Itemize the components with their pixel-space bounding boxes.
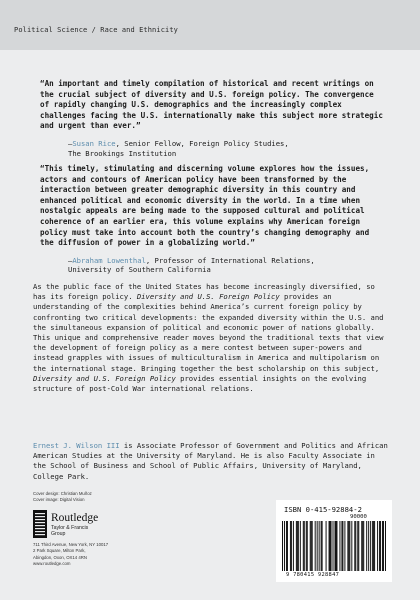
barcode-bar <box>304 521 305 571</box>
book-description <box>33 282 389 394</box>
barcode-bar <box>312 521 313 571</box>
barcode-bar <box>355 521 356 571</box>
cover-image-credit: Cover image: Digital Vision <box>33 497 85 502</box>
barcode-bar <box>363 521 364 571</box>
publisher-name: Routledge <box>51 512 99 524</box>
praise-quote-1 <box>40 79 386 158</box>
barcode-bar <box>344 521 345 571</box>
barcode-bar <box>361 521 362 571</box>
publisher-group: Taylor & Francis Group <box>51 525 89 537</box>
author-bio <box>33 441 389 482</box>
barcode-bars <box>282 521 386 571</box>
author-bio-text: is Associate Professor of Government and Politics and African American Studies at the University of Maryland. He is also Faculty Associate in the School of Business and School of Public Affairs, University of Maryland, College Park. <box>33 441 388 481</box>
quote-author-institution: The Brookings Institution <box>68 148 177 158</box>
barcode-bar <box>336 521 337 571</box>
barcode-bar <box>373 521 374 571</box>
address-line: Abingdon, Oxon, OX14 4RN <box>33 554 87 560</box>
quote-author-name: Susan Rice <box>72 138 116 148</box>
barcode-bar <box>321 521 322 571</box>
barcode-bar <box>297 521 298 571</box>
barcode-bar <box>331 521 332 571</box>
barcode-bar <box>298 521 299 571</box>
quote-author-affiliation: , Senior Fellow, Foreign Policy Studies, <box>115 138 289 148</box>
barcode-bar <box>319 521 320 571</box>
quote-text: “An important and timely compilation of historical and recent writings on the crucial subject of diversity and U.S. foreign policy. The convergence of rapidly changing U.S. demographics and the increasingly complex challenges facing the U.S. internationally make this subject more strategic and urgent than ever.” <box>40 79 383 131</box>
attribution-dash: — <box>68 255 73 265</box>
publisher-logo <box>33 510 103 538</box>
barcode-bar <box>296 521 297 571</box>
barcode-bar <box>290 521 291 571</box>
barcode-bar <box>306 521 307 571</box>
routledge-logo-icon <box>33 510 47 538</box>
barcode-bar <box>315 521 316 571</box>
publisher-website: www.routledge.com <box>33 560 71 566</box>
isbn-number: ISBN 0-415-92884-2 <box>284 505 362 514</box>
barcode-bar <box>284 521 285 571</box>
barcode-bar <box>311 521 312 571</box>
header-band <box>0 0 420 50</box>
barcode-bar <box>335 521 336 571</box>
barcode-bar <box>358 521 359 571</box>
barcode-bar <box>326 521 327 571</box>
barcode-bar <box>282 521 283 571</box>
category-label: Political Science / Race and Ethnicity <box>14 26 178 34</box>
cover-credits <box>33 491 92 503</box>
barcode-bar <box>354 521 355 571</box>
author-name: Ernest J. Wilson III <box>33 441 120 450</box>
cover-design-credit: Cover design: Christian Muñoz <box>33 491 92 496</box>
quote-attribution <box>68 256 386 275</box>
barcode-bar <box>300 521 301 571</box>
barcode-bar <box>349 521 350 571</box>
book-title-italic: Diversity and U.S. Foreign Policy <box>136 292 280 302</box>
barcode-bar <box>293 521 294 571</box>
address-line: 2 Park Square, Milton Park, <box>33 548 86 554</box>
description-text: provides an understanding of the complexities behind America’s current foreign policy by confronting two critical developments: the expanded diversity within the U.S. and the simultaneous expansion of political and economic power of nations globally. This unique and comprehensive reader moves beyond the traditional texts that view the development of foreign policy as a mere contest between super-powers and instead grapples with issues of multiculturalism in America and multipolarism on the international stage. Bringing together the best scholarship on this subject, <box>33 292 384 373</box>
quote-attribution <box>68 139 386 158</box>
barcode-bar <box>377 521 378 571</box>
barcode-bar <box>380 521 381 571</box>
address-line: 711 Third Avenue, New York, NY 10017 <box>33 542 109 547</box>
barcode-bar <box>370 521 371 571</box>
quote-author-name: Abraham Lowenthal <box>72 255 146 265</box>
quote-text: “This timely, stimulating and discerning volume explores how the issues, actors and contours of American policy have been transformed by the interaction between greater demographic diversity in this country and enhanced political and economic diversity in the world. In a time when nostalgic appeals are being made to the supposed cultural and political coherence of an earlier era, this volume explains why American foreign policy must take into account both the country’s changing demography and the diffusion of power in a globalizing world.” <box>40 164 370 248</box>
attribution-dash: — <box>68 138 73 148</box>
barcode-bar <box>382 521 383 571</box>
barcode-bar <box>287 521 288 571</box>
barcode-bar <box>286 521 287 571</box>
isbn-barcode <box>276 500 392 582</box>
quote-author-institution: University of Southern California <box>68 265 211 275</box>
barcode-bar <box>335 521 336 571</box>
book-title-italic: Diversity and U.S. Foreign Policy <box>33 373 176 383</box>
quote-author-affiliation: , Professor of International Relations, <box>145 255 315 265</box>
barcode-bar <box>303 521 304 571</box>
barcode-bar <box>383 521 384 571</box>
barcode-bar <box>362 521 363 571</box>
publisher-address <box>33 542 108 567</box>
barcode-bar <box>347 521 348 571</box>
barcode-bar <box>351 521 352 571</box>
description-text: provides essential insights on the evolving structure of post-Cold War international relations. <box>33 373 367 394</box>
barcode-bar <box>379 521 380 571</box>
barcode-bar <box>329 521 330 571</box>
barcode-bar <box>374 521 375 571</box>
barcode-bar <box>357 521 358 571</box>
barcode-bar <box>366 521 367 571</box>
barcode-bar <box>385 521 386 571</box>
barcode-bar <box>322 521 323 571</box>
barcode-bar <box>342 521 343 571</box>
barcode-bar <box>372 521 373 571</box>
barcode-bar <box>307 521 308 571</box>
barcode-bar <box>339 521 340 571</box>
barcode-bar <box>333 521 334 571</box>
barcode-bar <box>348 521 349 571</box>
praise-quote-2 <box>40 164 386 275</box>
barcode-bar <box>317 521 318 571</box>
barcode-bar <box>341 521 342 571</box>
barcode-bar <box>310 521 311 571</box>
price-code: 90000 <box>350 514 367 520</box>
description-text: As the public face of the United States has become increasingly diversified, so has its foreign policy. <box>33 282 375 302</box>
barcode-digits: 9 780415 928847 <box>286 572 340 578</box>
barcode-bar <box>368 521 369 571</box>
barcode-bar <box>291 521 292 571</box>
barcode-bar <box>330 521 331 571</box>
